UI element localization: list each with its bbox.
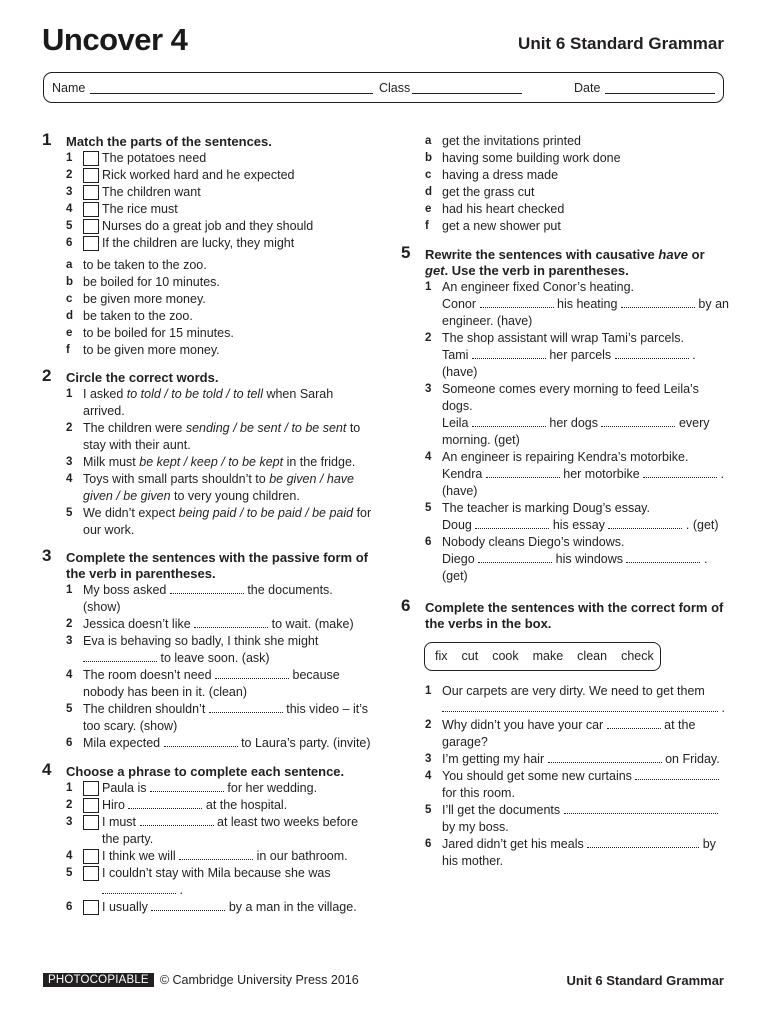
item-text: for her wedding. xyxy=(223,781,318,795)
item-text: . (have) xyxy=(442,348,696,379)
exercise-6 xyxy=(401,596,731,870)
rewrite-line xyxy=(442,517,731,534)
item-text: be given more money. xyxy=(83,292,206,306)
item-text: having a dress made xyxy=(442,168,559,182)
circle-item xyxy=(42,471,372,505)
item-number: 1 xyxy=(66,584,73,596)
answer-blank[interactable] xyxy=(475,518,549,529)
match-option xyxy=(42,342,372,359)
item-text: The potatoes need xyxy=(102,151,207,165)
answer-blank[interactable] xyxy=(621,297,695,308)
rewrite-line xyxy=(442,415,731,449)
item-text: Our carpets are very dirty. We need to get them xyxy=(442,684,705,698)
item-number: 6 xyxy=(66,901,73,913)
match-item xyxy=(42,201,372,218)
item-number: 2 xyxy=(425,719,432,731)
verb-item xyxy=(401,717,731,751)
item-number: 5 xyxy=(66,703,73,715)
answer-checkbox[interactable] xyxy=(83,900,99,915)
passive-item xyxy=(42,735,372,752)
item-text: . (get) xyxy=(682,518,719,532)
item-text: to very young children. xyxy=(170,489,300,503)
item-number: 5 xyxy=(66,507,73,519)
answer-blank[interactable] xyxy=(564,803,718,814)
footer-unit-title: Unit 6 Standard Grammar xyxy=(566,973,724,988)
item-text: by his mother. xyxy=(442,837,716,868)
item-number: b xyxy=(425,152,433,164)
item-text: Hiro xyxy=(102,798,129,812)
item-number: f xyxy=(66,344,70,356)
item-text: I must xyxy=(102,815,140,829)
item-text: every morning. (get) xyxy=(442,416,710,447)
item-text: Leila xyxy=(442,416,472,430)
word-choices: being paid / to be paid / be paid xyxy=(178,506,354,520)
item-text: get the grass cut xyxy=(442,185,535,199)
item-text: on Friday. xyxy=(661,752,720,766)
answer-checkbox[interactable] xyxy=(83,849,99,864)
answer-blank[interactable] xyxy=(164,736,238,747)
item-text: Paula is xyxy=(102,781,150,795)
item-text: by my boss. xyxy=(442,820,509,834)
item-text: Toys with small parts shouldn’t to xyxy=(83,472,270,486)
phrase-item xyxy=(42,780,372,797)
item-number: d xyxy=(66,310,74,322)
rewrite-line xyxy=(442,296,731,330)
phrase-option xyxy=(401,201,731,218)
passive-item xyxy=(42,582,372,616)
item-text: to stay with their aunt. xyxy=(83,421,361,452)
item-number: 6 xyxy=(425,536,432,548)
item-text: her parcels xyxy=(545,348,615,362)
item-text: because nobody has been in it. (clean) xyxy=(83,668,340,699)
left-column xyxy=(42,130,372,916)
item-text: her dogs xyxy=(545,416,602,430)
item-text: The room doesn’t need xyxy=(83,668,216,682)
answer-blank[interactable] xyxy=(615,348,689,359)
phrase-item xyxy=(42,814,372,848)
answer-blank[interactable] xyxy=(587,837,699,848)
rewrite-line xyxy=(442,466,731,500)
item-text: to be given more money. xyxy=(83,343,220,357)
answer-blank[interactable] xyxy=(601,416,675,427)
exercise-5 xyxy=(401,243,731,585)
item-text: . (have) xyxy=(442,467,725,498)
word-choices: be kept / keep / to be kept xyxy=(139,455,284,469)
item-number: 4 xyxy=(66,669,73,681)
box-word: fix xyxy=(435,649,448,663)
item-text: to leave soon. (ask) xyxy=(157,651,270,665)
item-number: b xyxy=(66,276,74,288)
item-text: I asked xyxy=(83,387,127,401)
item-text: Nurses do a great job and they should xyxy=(102,219,314,233)
answer-checkbox[interactable] xyxy=(83,815,99,830)
answer-blank[interactable] xyxy=(472,416,546,427)
match-option xyxy=(42,308,372,325)
answer-checkbox[interactable] xyxy=(83,236,99,251)
box-word: check xyxy=(621,649,654,663)
item-text: Diego xyxy=(442,552,479,566)
item-text: having some building work done xyxy=(442,151,621,165)
answer-checkbox[interactable] xyxy=(83,185,99,200)
exercise-title: Complete the sentences with the passive form of the verb in parentheses. xyxy=(66,550,368,581)
item-text: his heating xyxy=(553,297,621,311)
circle-item xyxy=(42,420,372,454)
brand-title: Uncover 4 xyxy=(42,22,188,57)
item-text: her motorbike xyxy=(559,467,644,481)
item-number: 3 xyxy=(425,383,432,395)
item-number: c xyxy=(66,293,73,305)
exercise-title: Match the parts of the sentences. xyxy=(66,134,272,149)
exercise-title: Rewrite the sentences with causative have or get. Use the verb in parentheses. xyxy=(425,247,705,278)
item-text: by an engineer. (have) xyxy=(442,297,730,328)
item-text: be boiled for 10 minutes. xyxy=(83,275,220,289)
answer-blank[interactable] xyxy=(179,849,253,860)
item-text: I couldn’t stay with Mila because she was xyxy=(102,866,331,880)
match-option xyxy=(42,274,372,291)
item-text: for our work. xyxy=(83,506,372,537)
answer-blank[interactable] xyxy=(480,297,554,308)
exercise-4 xyxy=(42,760,372,916)
item-text: Why didn’t you have your car xyxy=(442,718,607,732)
item-number: 3 xyxy=(66,456,73,468)
answer-blank[interactable] xyxy=(151,900,225,911)
item-text: at least two weeks before the party. xyxy=(102,815,359,846)
match-option xyxy=(42,257,372,274)
exercise-number: 5 xyxy=(401,243,411,262)
item-text: to be taken to the zoo. xyxy=(83,258,207,272)
item-number: f xyxy=(425,220,429,232)
footer-left xyxy=(43,973,359,987)
phrase-option xyxy=(401,133,731,150)
rewrite-item xyxy=(401,381,731,449)
answer-blank[interactable] xyxy=(83,651,157,662)
word-box xyxy=(424,642,661,671)
answer-blank[interactable] xyxy=(209,702,283,713)
exercise-title: Circle the correct words. xyxy=(66,370,219,385)
item-text: . xyxy=(718,701,725,715)
rewrite-line xyxy=(442,551,731,585)
item-number: a xyxy=(425,135,432,147)
item-number: 2 xyxy=(66,799,73,811)
phrase-option xyxy=(401,218,731,235)
item-number: 5 xyxy=(66,867,73,879)
exercise-title: Complete the sentences with the correct form of the verbs in the box. xyxy=(425,600,724,631)
answer-blank[interactable] xyxy=(140,815,214,826)
item-text: You should get some new curtains xyxy=(442,769,636,783)
verb-item xyxy=(401,751,731,768)
item-number: 4 xyxy=(66,473,73,485)
item-text: The children shouldn’t xyxy=(83,702,209,716)
item-text: this video – it’s too scary. (show) xyxy=(83,702,369,733)
item-text: My boss asked xyxy=(83,583,170,597)
item-text: . xyxy=(176,883,183,897)
item-text: in the fridge. xyxy=(283,455,356,469)
answer-blank[interactable] xyxy=(472,348,546,359)
item-text: The children want xyxy=(102,185,201,199)
phrase-option xyxy=(401,167,731,184)
source-sentence: Someone comes every morning to feed Leila’s dogs. xyxy=(442,382,699,413)
item-number: d xyxy=(425,186,433,198)
item-number: e xyxy=(66,327,73,339)
name-label: Name xyxy=(52,81,86,95)
match-item xyxy=(42,218,372,235)
item-number: e xyxy=(425,203,432,215)
answer-blank[interactable] xyxy=(478,552,552,563)
rewrite-item xyxy=(401,279,731,330)
answer-blank[interactable] xyxy=(548,752,662,763)
match-option xyxy=(42,325,372,342)
item-number: 2 xyxy=(425,332,432,344)
verb-item xyxy=(401,768,731,802)
rewrite-item xyxy=(401,534,731,585)
exercise-number: 1 xyxy=(42,130,52,149)
word-choices: sending / be sent / to be sent xyxy=(185,421,347,435)
exercise-number: 2 xyxy=(42,366,52,385)
item-number: 3 xyxy=(425,753,432,765)
item-text: Jared didn’t get his meals xyxy=(442,837,588,851)
box-word: cook xyxy=(492,649,519,663)
verb-item xyxy=(401,683,731,717)
item-number: a xyxy=(66,259,73,271)
item-number: 2 xyxy=(66,422,73,434)
item-text: I’ll get the documents xyxy=(442,803,564,817)
box-word: make xyxy=(532,649,564,663)
passive-item xyxy=(42,701,372,735)
passive-item xyxy=(42,633,372,667)
source-sentence: Nobody cleans Diego’s windows. xyxy=(442,535,625,549)
source-sentence: An engineer fixed Conor’s heating. xyxy=(442,280,635,294)
item-number: 5 xyxy=(66,220,73,232)
answer-checkbox[interactable] xyxy=(83,866,99,881)
phrase-option xyxy=(401,150,731,167)
circle-item xyxy=(42,505,372,539)
answer-checkbox[interactable] xyxy=(83,219,99,234)
item-number: 5 xyxy=(425,804,432,816)
item-number: c xyxy=(425,169,432,181)
item-number: 5 xyxy=(425,502,432,514)
copyright-text: © Cambridge University Press 2016 xyxy=(159,973,359,987)
item-number: 6 xyxy=(66,237,73,249)
item-number: 4 xyxy=(66,850,73,862)
exercise-3 xyxy=(42,546,372,752)
item-text: Tami xyxy=(442,348,472,362)
rewrite-item xyxy=(401,330,731,381)
answer-blank[interactable] xyxy=(102,883,176,894)
item-number: 1 xyxy=(425,685,432,697)
item-number: 4 xyxy=(425,451,432,463)
source-sentence: The teacher is marking Doug’s essay. xyxy=(442,501,650,515)
answer-blank[interactable] xyxy=(194,617,268,628)
item-text: I’m getting my hair xyxy=(442,752,548,766)
answer-blank[interactable] xyxy=(128,798,202,809)
item-number: 2 xyxy=(66,618,73,630)
answer-blank[interactable] xyxy=(607,718,661,729)
item-number: 1 xyxy=(66,388,73,400)
rewrite-line xyxy=(442,347,731,381)
answer-blank[interactable] xyxy=(170,583,244,594)
answer-blank[interactable] xyxy=(150,781,224,792)
match-option xyxy=(42,291,372,308)
class-label: Class xyxy=(379,81,411,95)
exercise-number: 4 xyxy=(42,760,52,779)
answer-blank[interactable] xyxy=(486,467,560,478)
match-item xyxy=(42,184,372,201)
item-text: The rice must xyxy=(102,202,178,216)
phrase-item xyxy=(42,797,372,814)
item-text: Jessica doesn’t like xyxy=(83,617,195,631)
passive-item xyxy=(42,667,372,701)
box-word: cut xyxy=(461,649,479,663)
item-text: If the children are lucky, they might xyxy=(102,236,295,250)
item-text: We didn’t expect xyxy=(83,506,179,520)
source-sentence: An engineer is repairing Kendra’s motorbike. xyxy=(442,450,689,464)
phrase-item xyxy=(42,848,372,865)
passive-item xyxy=(42,616,372,633)
item-text: at the garage? xyxy=(442,718,696,749)
right-column xyxy=(401,134,731,870)
answer-blank[interactable] xyxy=(635,769,719,780)
item-text: Doug xyxy=(442,518,476,532)
item-text: get the invitations printed xyxy=(442,134,581,148)
word-choices: be given / have given / be given xyxy=(83,472,354,503)
phrase-option xyxy=(401,184,731,201)
answer-checkbox[interactable] xyxy=(83,151,99,166)
answer-checkbox[interactable] xyxy=(83,798,99,813)
item-text: Eva is behaving so badly, I think she might xyxy=(83,634,319,648)
item-number: 6 xyxy=(425,838,432,850)
match-item xyxy=(42,235,372,252)
match-item xyxy=(42,150,372,167)
item-text: Rick worked hard and he expected xyxy=(102,168,295,182)
rewrite-item xyxy=(401,449,731,500)
source-sentence: The shop assistant will wrap Tami’s parcels. xyxy=(442,331,684,345)
exercise-1 xyxy=(42,130,372,359)
item-text: Conor xyxy=(442,297,480,311)
exercise-number: 3 xyxy=(42,546,52,565)
item-number: 1 xyxy=(66,152,73,164)
word-choices: to told / to be told / to tell xyxy=(126,387,263,401)
answer-blank[interactable] xyxy=(626,552,700,563)
rewrite-item xyxy=(401,500,731,534)
item-text: to Laura’s party. (invite) xyxy=(237,736,371,750)
item-text: had his heart checked xyxy=(442,202,565,216)
item-text: Milk must xyxy=(83,455,140,469)
phrase-item xyxy=(42,899,372,916)
item-text: I usually xyxy=(102,900,152,914)
item-text: when Sarah arrived. xyxy=(83,387,334,418)
verb-item xyxy=(401,802,731,836)
item-number: 3 xyxy=(66,186,73,198)
item-text: for this room. xyxy=(442,786,515,800)
answer-blank[interactable] xyxy=(215,668,289,679)
circle-item xyxy=(42,386,372,420)
answer-checkbox[interactable] xyxy=(83,781,99,796)
item-number: 4 xyxy=(66,203,73,215)
item-number: 6 xyxy=(66,737,73,749)
item-text: his essay xyxy=(549,518,609,532)
circle-item xyxy=(42,454,372,471)
item-number: 4 xyxy=(425,770,432,782)
item-text: to be boiled for 15 minutes. xyxy=(83,326,234,340)
item-text: Mila expected xyxy=(83,736,164,750)
item-text: . (get) xyxy=(442,552,708,583)
answer-checkbox[interactable] xyxy=(83,168,99,183)
exercise-title: Choose a phrase to complete each sentence. xyxy=(66,764,345,779)
verb-item xyxy=(401,836,731,870)
item-text: I think we will xyxy=(102,849,180,863)
item-text: to wait. (make) xyxy=(268,617,354,631)
item-text: the documents. (show) xyxy=(83,583,333,614)
date-field[interactable] xyxy=(605,93,715,94)
item-number: 1 xyxy=(66,782,73,794)
item-text: The children were xyxy=(83,421,186,435)
phrase-item xyxy=(42,865,372,899)
box-word: clean xyxy=(577,649,608,663)
photocopiable-badge: PHOTOCOPIABLE xyxy=(43,973,154,987)
item-text: get a new shower put xyxy=(442,219,561,233)
date-label: Date xyxy=(574,81,601,95)
answer-blank[interactable] xyxy=(442,701,718,712)
exercise-2 xyxy=(42,366,372,539)
item-number: 3 xyxy=(66,635,73,647)
item-number: 1 xyxy=(425,281,432,293)
class-field[interactable] xyxy=(412,93,522,94)
item-text: Kendra xyxy=(442,467,486,481)
answer-blank[interactable] xyxy=(643,467,717,478)
answer-blank[interactable] xyxy=(608,518,682,529)
item-text: in our bathroom. xyxy=(253,849,348,863)
item-text: his windows xyxy=(552,552,627,566)
item-text: by a man in the village. xyxy=(225,900,357,914)
match-item xyxy=(42,167,372,184)
unit-title: Unit 6 Standard Grammar xyxy=(518,34,724,53)
answer-checkbox[interactable] xyxy=(83,202,99,217)
name-field[interactable] xyxy=(90,93,373,94)
item-text: be taken to the zoo. xyxy=(83,309,193,323)
exercise-number: 6 xyxy=(401,596,411,615)
item-number: 3 xyxy=(66,816,73,828)
item-number: 2 xyxy=(66,169,73,181)
item-text: at the hospital. xyxy=(202,798,288,812)
student-info-box xyxy=(43,72,724,103)
